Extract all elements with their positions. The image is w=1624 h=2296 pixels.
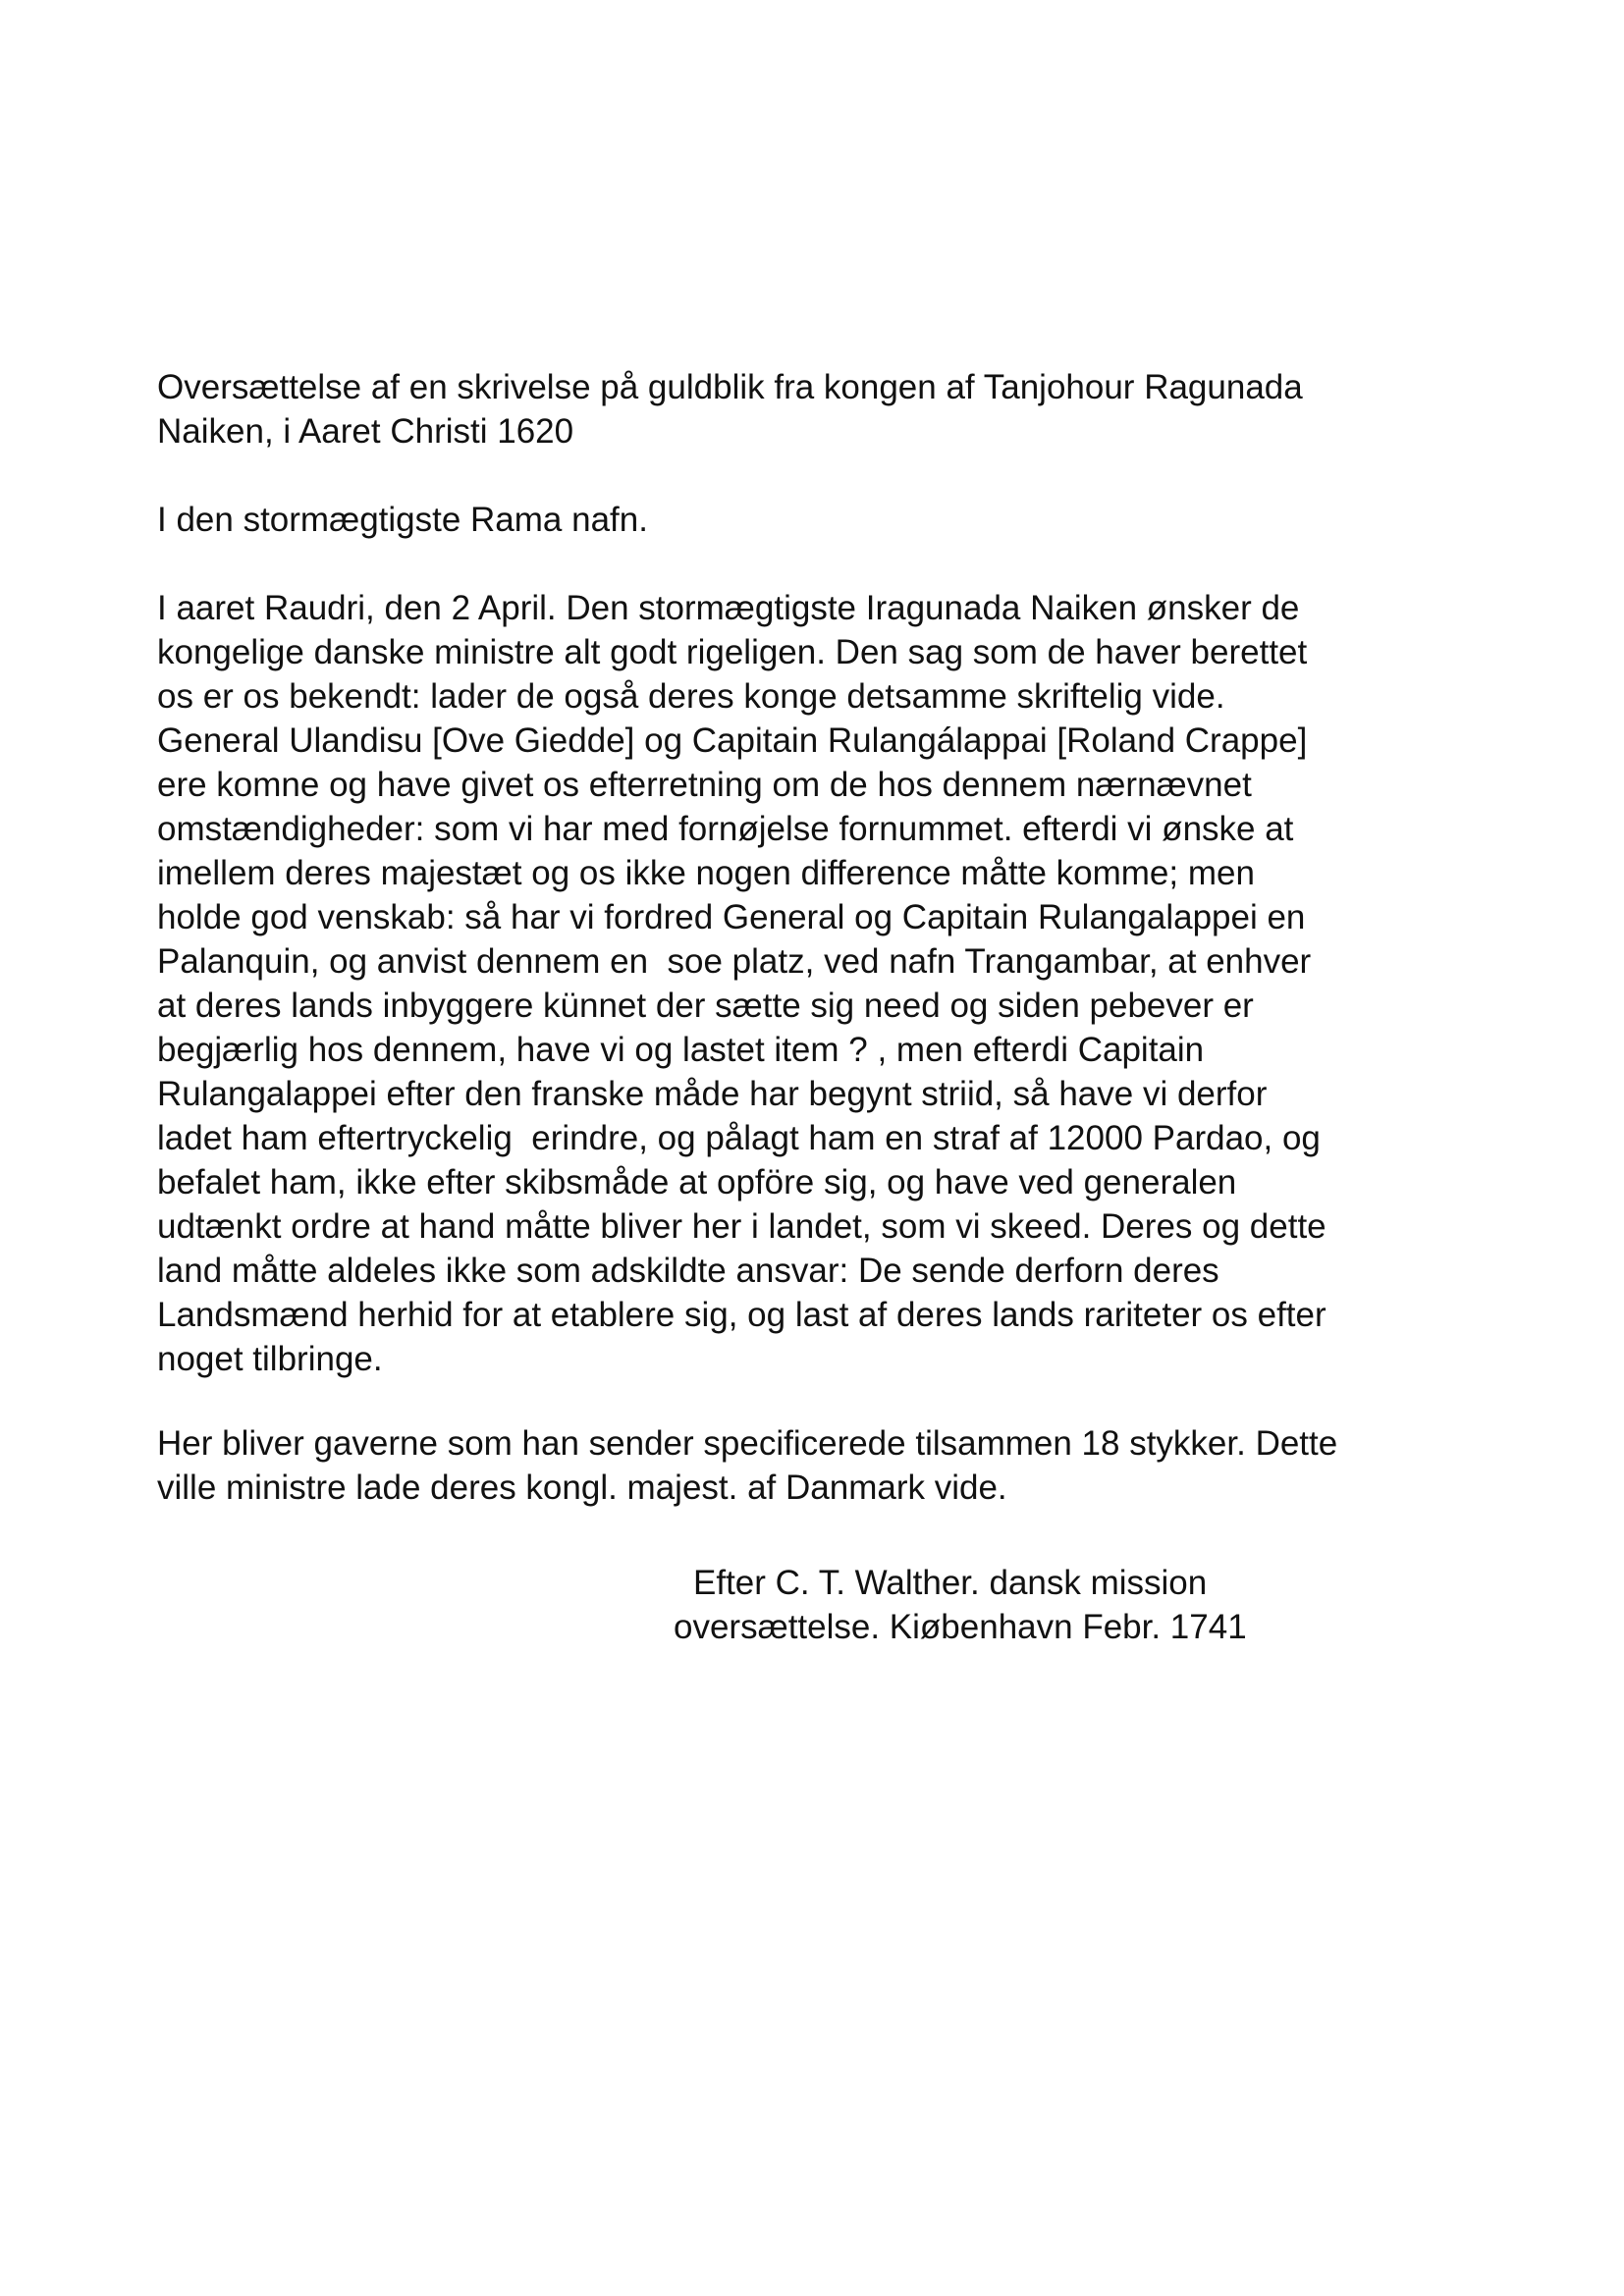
closing-paragraph: Her bliver gaverne som han sender specificerede tilsammen 18 stykker. Dette ville ministre lade deres kongl. majest. af Danmark vide. xyxy=(157,1424,1338,1507)
document-title: Oversættelse af en skrivelse på guldblik fra kongen af Tanjohour Ragunada Naiken, i Aaret Christi 1620 xyxy=(157,368,1303,451)
attribution-line-1: Efter C. T. Walther. dansk mission xyxy=(693,1564,1208,1602)
letter-body-paragraph: I aaret Raudri, den 2 April. Den stormægtigste Iragunada Naiken ønsker de kongelige danske ministre alt godt rigeligen. Den sag som de haver berettet os er os bekendt: lader de også deres konge detsamme skriftelig vide. General Ulandisu [Ove Giedde] og Capitain Rulangálappai [Roland Crappe] ere komne og have givet os efterretning om de hos dennem nærnævnet omstændigheder: som vi har med fornøjelse fornummet. efterdi vi ønske at imellem deres majestæt og os ikke nogen difference måtte komme; men holde god venskab: så har vi fordred General og Capitain Rulangalappei en Palanquin, og anvist dennem en soe platz, ved nafn Trangambar, at enhver at deres lands inbyggere künnet der sætte sig need og siden pebever er begjærlig hos dennem, have vi og lastet item ? , men efterdi Capitain Rulangalappei efter den franske måde har begynt striid, så have vi derfor ladet ham eftertryckelig erindre, og pålagt ham en straf af 12000 Pardao, og befalet ham, ikke efter skibsmåde at opföre sig, og have ved generalen udtænkt ordre at hand måtte bliver her i landet, som vi skeed. Deres og dette land måtte aldeles ikke som adskildte ansvar: De sende derforn deres Landsmænd herhid for at etablere sig, og last af deres lands rariteter os efter noget tilbringe. xyxy=(157,589,1326,1378)
attribution-line-2: oversættelse. Kiøbenhavn Febr. 1741 xyxy=(674,1608,1247,1646)
invocation-line: I den stormægtigste Rama nafn. xyxy=(157,501,648,539)
